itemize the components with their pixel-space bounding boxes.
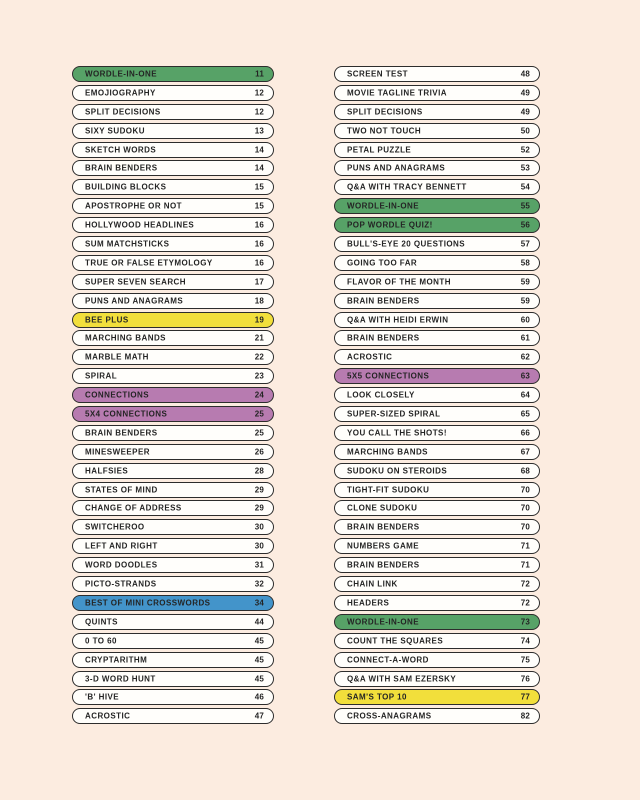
toc-entry-title: BRAIN BENDERS bbox=[347, 296, 420, 306]
toc-entry-title: TRUE OR FALSE ETYMOLOGY bbox=[85, 258, 213, 268]
toc-entry-page: 28 bbox=[254, 466, 264, 476]
toc-entry-page: 67 bbox=[520, 447, 530, 457]
toc-entry-title: ACROSTIC bbox=[347, 352, 393, 362]
toc-entry bbox=[334, 689, 540, 705]
toc-entry-page: 15 bbox=[254, 182, 264, 192]
toc-entry-title: BULL'S-EYE 20 QUESTIONS bbox=[347, 239, 466, 249]
toc-entry-page: 59 bbox=[520, 296, 530, 306]
toc-entry bbox=[72, 198, 274, 214]
toc-entry bbox=[334, 104, 540, 120]
toc-entry bbox=[334, 160, 540, 176]
toc-entry-title: CRYPTARITHM bbox=[85, 655, 148, 665]
toc-entry bbox=[72, 614, 274, 630]
toc-entry-page: 14 bbox=[254, 163, 264, 173]
toc-entry-title: SUDOKU ON STEROIDS bbox=[347, 466, 448, 476]
toc-entry bbox=[72, 595, 274, 611]
toc-entry-title: BUILDING BLOCKS bbox=[85, 182, 167, 192]
toc-entry-title: TIGHT-FIT SUDOKU bbox=[347, 485, 430, 495]
toc-entry bbox=[72, 217, 274, 233]
toc-entry-page: 50 bbox=[520, 126, 530, 136]
toc-entry-title: CHAIN LINK bbox=[347, 579, 398, 589]
toc-entry-title: STATES OF MIND bbox=[85, 485, 158, 495]
toc-entry bbox=[72, 482, 274, 498]
toc-entry-page: 70 bbox=[520, 485, 530, 495]
toc-entry bbox=[72, 387, 274, 403]
toc-entry bbox=[72, 538, 274, 554]
toc-entry bbox=[72, 671, 274, 687]
toc-entry-page: 16 bbox=[254, 239, 264, 249]
toc-entry-title: SIXY SUDOKU bbox=[85, 126, 145, 136]
toc-entry-title: SKETCH WORDS bbox=[85, 145, 157, 155]
toc-entry-page: 70 bbox=[520, 522, 530, 532]
toc-entry-page: 72 bbox=[520, 579, 530, 589]
toc-entry-title: 5X5 CONNECTIONS bbox=[347, 371, 430, 381]
toc-entry-page: 18 bbox=[254, 296, 264, 306]
toc-entry-title: TWO NOT TOUCH bbox=[347, 126, 422, 136]
toc-entry-page: 15 bbox=[254, 201, 264, 211]
toc-entry-page: 31 bbox=[254, 560, 264, 570]
toc-entry-title: LOOK CLOSELY bbox=[347, 390, 415, 400]
toc-entry-title: 5X4 CONNECTIONS bbox=[85, 409, 168, 419]
toc-entry-page: 25 bbox=[254, 428, 264, 438]
toc-entry bbox=[334, 463, 540, 479]
toc-entry-page: 77 bbox=[520, 692, 530, 702]
toc-entry-title: 3-D WORD HUNT bbox=[85, 674, 156, 683]
toc-entry bbox=[334, 633, 540, 649]
toc-entry-page: 12 bbox=[254, 88, 264, 98]
toc-entry-title: BRAIN BENDERS bbox=[347, 333, 420, 343]
toc-entry bbox=[334, 85, 540, 101]
toc-entry-page: 63 bbox=[520, 371, 530, 381]
toc-entry-title: MARBLE MATH bbox=[85, 352, 149, 362]
toc-entry-page: 49 bbox=[520, 107, 530, 117]
toc-entry bbox=[72, 406, 274, 422]
toc-entry bbox=[334, 652, 540, 668]
toc-entry-page: 45 bbox=[254, 636, 264, 646]
toc-entry-page: 54 bbox=[520, 182, 530, 192]
toc-entry-page: 65 bbox=[520, 409, 530, 419]
toc-entry-page: 70 bbox=[520, 503, 530, 513]
toc-entry bbox=[72, 236, 274, 252]
toc-entry bbox=[72, 557, 274, 573]
toc-entry bbox=[72, 349, 274, 365]
toc-entry-page: 24 bbox=[254, 390, 264, 400]
toc-entry-page: 72 bbox=[520, 598, 530, 608]
toc-entry bbox=[334, 312, 540, 328]
toc-entry bbox=[334, 538, 540, 554]
toc-entry-page: 68 bbox=[520, 466, 530, 476]
toc-entry-title: Q&A WITH SAM EZERSKY bbox=[347, 674, 457, 683]
toc-entry bbox=[72, 85, 274, 101]
toc-entry-page: 74 bbox=[520, 636, 530, 646]
toc-entry-title: Q&A WITH HEIDI ERWIN bbox=[347, 315, 449, 325]
toc-entry bbox=[72, 312, 274, 328]
toc-entry-title: POP WORDLE QUIZ! bbox=[347, 220, 433, 230]
toc-entry-page: 23 bbox=[254, 371, 264, 381]
toc-entry-title: HOLLYWOOD HEADLINES bbox=[85, 220, 195, 230]
toc-entry-page: 61 bbox=[520, 333, 530, 343]
toc-entry bbox=[72, 330, 274, 346]
toc-entry-title: MINESWEEPER bbox=[85, 447, 150, 457]
toc-entry-page: 29 bbox=[254, 485, 264, 495]
toc-entry bbox=[72, 425, 274, 441]
toc-entry bbox=[334, 406, 540, 422]
toc-entry-title: Q&A WITH TRACY BENNETT bbox=[347, 182, 467, 192]
toc-entry-title: APOSTROPHE OR NOT bbox=[85, 201, 182, 211]
toc-entry bbox=[72, 255, 274, 271]
toc-entry bbox=[72, 123, 274, 139]
toc-entry-title: SUPER-SIZED SPIRAL bbox=[347, 409, 441, 419]
toc-entry-page: 13 bbox=[254, 126, 264, 136]
toc-entry-page: 62 bbox=[520, 352, 530, 362]
toc-entry-page: 52 bbox=[520, 145, 530, 155]
toc-entry bbox=[72, 274, 274, 290]
toc-entry bbox=[334, 482, 540, 498]
toc-entry-page: 45 bbox=[254, 655, 264, 665]
toc-entry bbox=[72, 142, 274, 158]
toc-entry bbox=[334, 425, 540, 441]
toc-entry-page: 19 bbox=[254, 315, 264, 325]
toc-entry-title: WORDLE-IN-ONE bbox=[347, 201, 420, 211]
toc-entry bbox=[72, 179, 274, 195]
toc-entry-page: 14 bbox=[254, 145, 264, 155]
toc-entry-title: SPIRAL bbox=[85, 371, 118, 381]
toc-entry-title: YOU CALL THE SHOTS! bbox=[347, 428, 447, 438]
toc-entry bbox=[334, 198, 540, 214]
toc-entry-page: 34 bbox=[254, 598, 264, 608]
toc-entry-title: EMOJIOGRAPHY bbox=[85, 88, 156, 98]
toc-entry bbox=[72, 500, 274, 516]
toc-entry bbox=[72, 66, 274, 82]
toc-entry bbox=[334, 671, 540, 687]
toc-entry-page: 45 bbox=[254, 674, 264, 683]
toc-entry-title: WORDLE-IN-ONE bbox=[85, 69, 158, 79]
toc-entry-page: 16 bbox=[254, 258, 264, 268]
toc-entry-title: LEFT AND RIGHT bbox=[85, 541, 158, 551]
toc-entry bbox=[334, 444, 540, 460]
toc-entry-title: ACROSTIC bbox=[85, 711, 131, 721]
toc-entry bbox=[334, 614, 540, 630]
toc-entry-page: 75 bbox=[520, 655, 530, 665]
toc-entry-title: SPLIT DECISIONS bbox=[347, 107, 423, 117]
toc-entry bbox=[334, 179, 540, 195]
toc-entry-title: HALFSIES bbox=[85, 466, 129, 476]
toc-entry-title: PICTO-STRANDS bbox=[85, 579, 157, 589]
toc-entry bbox=[334, 274, 540, 290]
toc-entry-title: SWITCHEROO bbox=[85, 522, 145, 532]
toc-entry-title: FLAVOR OF THE MONTH bbox=[347, 277, 451, 287]
toc-entry bbox=[334, 576, 540, 592]
toc-entry-title: PUNS AND ANAGRAMS bbox=[85, 296, 184, 306]
toc-entry bbox=[72, 708, 274, 724]
toc-entry bbox=[72, 293, 274, 309]
toc-entry bbox=[334, 236, 540, 252]
toc-entry-page: 25 bbox=[254, 409, 264, 419]
toc-entry bbox=[334, 387, 540, 403]
toc-entry-page: 46 bbox=[254, 692, 264, 702]
toc-entry bbox=[72, 633, 274, 649]
toc-entry-page: 12 bbox=[254, 107, 264, 117]
toc-entry bbox=[334, 557, 540, 573]
toc-entry-page: 21 bbox=[254, 333, 264, 343]
toc-entry-title: 0 TO 60 bbox=[85, 636, 117, 646]
toc-entry bbox=[334, 349, 540, 365]
toc-entry-page: 59 bbox=[520, 277, 530, 287]
toc-entry-title: PUNS AND ANAGRAMS bbox=[347, 163, 446, 173]
toc-entry-page: 29 bbox=[254, 503, 264, 513]
toc-entry-page: 47 bbox=[254, 711, 264, 721]
toc-entry-title: SUM MATCHSTICKS bbox=[85, 239, 170, 249]
toc-entry-title: BEST OF MINI CROSSWORDS bbox=[85, 598, 211, 608]
toc-entry bbox=[334, 142, 540, 158]
toc-entry-title: BRAIN BENDERS bbox=[347, 522, 420, 532]
toc-entry-page: 58 bbox=[520, 258, 530, 268]
toc-entry bbox=[334, 368, 540, 384]
toc-entry bbox=[72, 463, 274, 479]
toc-entry-page: 30 bbox=[254, 522, 264, 532]
toc-entry bbox=[72, 368, 274, 384]
toc-entry bbox=[334, 217, 540, 233]
toc-entry bbox=[72, 160, 274, 176]
toc-entry-title: COUNT THE SQUARES bbox=[347, 636, 444, 646]
toc-entry-page: 48 bbox=[520, 69, 530, 79]
toc-entry bbox=[72, 652, 274, 668]
toc-entry-page: 32 bbox=[254, 579, 264, 589]
toc-entry-title: BRAIN BENDERS bbox=[85, 163, 158, 173]
toc-entry-page: 76 bbox=[520, 674, 530, 683]
toc-entry bbox=[334, 595, 540, 611]
toc-entry-page: 56 bbox=[520, 220, 530, 230]
toc-entry-page: 71 bbox=[520, 560, 530, 570]
toc-column-right bbox=[334, 66, 540, 724]
toc-entry-page: 44 bbox=[254, 617, 264, 627]
toc-entry-page: 55 bbox=[520, 201, 530, 211]
toc-entry-page: 16 bbox=[254, 220, 264, 230]
toc-entry-page: 11 bbox=[255, 69, 264, 79]
toc-entry-page: 49 bbox=[520, 88, 530, 98]
toc-entry-title: WORD DOODLES bbox=[85, 560, 158, 570]
toc-entry-title: CLONE SUDOKU bbox=[347, 503, 418, 513]
toc-entry bbox=[334, 500, 540, 516]
toc-entry bbox=[334, 123, 540, 139]
toc-entry-title: MARCHING BANDS bbox=[347, 447, 428, 457]
toc-entry-title: 'B' HIVE bbox=[85, 692, 120, 702]
toc-entry-page: 60 bbox=[520, 315, 530, 325]
toc-entry-title: SAM'S TOP 10 bbox=[347, 692, 407, 702]
toc-entry-page: 17 bbox=[254, 277, 264, 287]
toc-entry bbox=[72, 519, 274, 535]
toc-entry-page: 71 bbox=[520, 541, 530, 551]
toc-entry-title: HEADERS bbox=[347, 598, 390, 608]
toc-entry-title: CONNECT-A-WORD bbox=[347, 655, 429, 665]
toc-entry-title: BRAIN BENDERS bbox=[347, 560, 420, 570]
toc-entry-title: CROSS-ANAGRAMS bbox=[347, 711, 432, 721]
toc-entry-title: WORDLE-IN-ONE bbox=[347, 617, 420, 627]
toc-entry-page: 66 bbox=[520, 428, 530, 438]
toc-entry-title: GOING TOO FAR bbox=[347, 258, 418, 268]
toc-entry bbox=[72, 689, 274, 705]
toc-entry-page: 30 bbox=[254, 541, 264, 551]
toc-entry bbox=[334, 66, 540, 82]
toc-entry-title: PETAL PUZZLE bbox=[347, 145, 412, 155]
toc-column-left bbox=[72, 66, 274, 724]
toc-entry-title: SCREEN TEST bbox=[347, 69, 408, 79]
toc-entry bbox=[334, 330, 540, 346]
toc-entry-title: MARCHING BANDS bbox=[85, 333, 166, 343]
toc-entry-page: 73 bbox=[520, 617, 530, 627]
toc-entry-title: MOVIE TAGLINE TRIVIA bbox=[347, 88, 447, 98]
toc-entry-page: 57 bbox=[520, 239, 530, 249]
toc-entry bbox=[334, 708, 540, 724]
toc-entry-title: BRAIN BENDERS bbox=[85, 428, 158, 438]
toc-entry-page: 53 bbox=[520, 163, 530, 173]
toc-entry-title: BEE PLUS bbox=[85, 315, 129, 325]
toc-entry-title: SPLIT DECISIONS bbox=[85, 107, 161, 117]
toc-entry-title: CONNECTIONS bbox=[85, 390, 150, 400]
toc-entry-page: 26 bbox=[254, 447, 264, 457]
toc-entry-title: CHANGE OF ADDRESS bbox=[85, 503, 182, 513]
toc-entry-page: 64 bbox=[520, 390, 530, 400]
toc-entry-title: SUPER SEVEN SEARCH bbox=[85, 277, 187, 287]
toc-entry bbox=[72, 444, 274, 460]
toc-entry bbox=[334, 293, 540, 309]
toc-entry-page: 22 bbox=[254, 352, 264, 362]
toc-entry bbox=[72, 104, 274, 120]
toc-entry-page: 82 bbox=[520, 711, 530, 721]
toc-entry-title: QUINTS bbox=[85, 617, 118, 627]
toc-entry-title: NUMBERS GAME bbox=[347, 541, 420, 551]
toc-entry bbox=[334, 519, 540, 535]
toc-entry bbox=[72, 576, 274, 592]
toc-entry bbox=[334, 255, 540, 271]
